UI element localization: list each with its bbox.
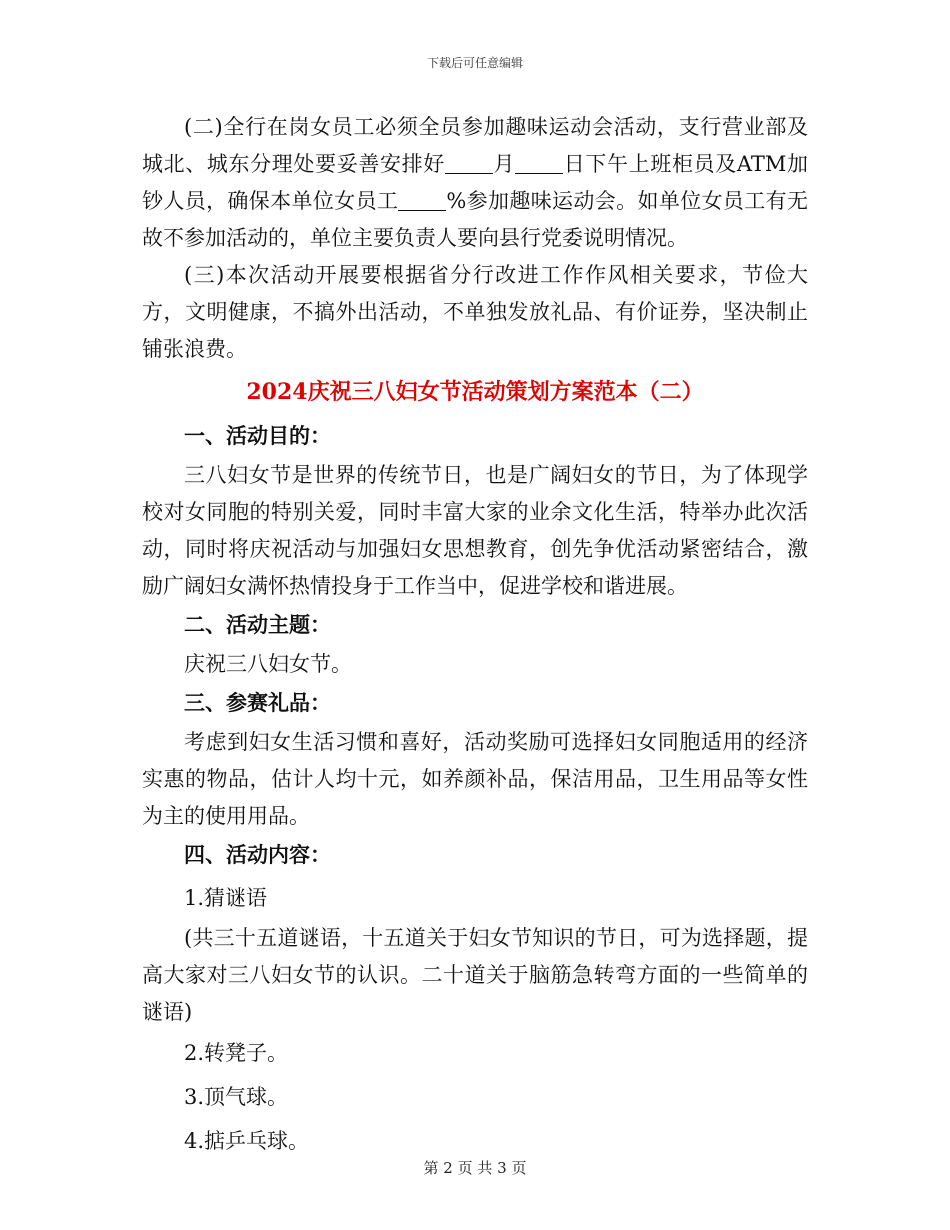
list-item-ping-pong: 4.掂乒乓球。 (184, 1129, 310, 1153)
list-item-balloon: 3.顶气球。 (184, 1085, 289, 1109)
heading-activity-content: 四、活动内容： (184, 843, 331, 867)
heading-activity-theme: 二、活动主题： (184, 613, 331, 637)
document-body (142, 109, 808, 1163)
blank-month (445, 152, 493, 174)
list-item-rotating-stools: 2.转凳子。 (184, 1041, 289, 1065)
paragraph-section-2 (142, 109, 808, 257)
paragraph-activity-purpose: 三八妇女节是世界的传统节日，也是广阔妇女的节日，为了体现学校对女同胞的特别关爱，同时丰富大家的业余文化生活，特举办此次活动，同时将庆祝活动与加强妇女思想教育，创先争优活动紧密结合，激励广阔妇女满怀热情投身于工作当中，促进学校和谐进展。 (142, 463, 808, 598)
heading-activity-purpose: 一、活动目的： (184, 424, 331, 448)
page-footer: 第 2 页 共 3 页 (423, 1159, 527, 1177)
section2-month-label: 月 (492, 152, 516, 176)
list-item-riddles: 1.猜谜语 (184, 886, 268, 910)
heading-prizes: 三、参赛礼品： (184, 691, 331, 715)
blank-day (515, 152, 563, 174)
paragraph-activity-theme: 庆祝三八妇女节。 (184, 652, 352, 676)
paragraph-section-3: (三)本次活动开展要根据省分行改进工作作风相关要求，节俭大方，文明健康，不搞外出活动，不单独发放礼品、有价证券，坚决制止铺张浪费。 (142, 263, 808, 361)
section2-text-end: %参加趣味运动会。如单位女员工有无故不参加活动的，单位主要负责人要向县行党委说明情况。 (142, 189, 809, 250)
blank-percent (398, 189, 446, 211)
paragraph-riddles-note: (共三十五道谜语，十五道关于妇女节知识的节日，可为选择题，提高大家对三八妇女节的认识。二十道关于脑筋急转弯方面的一些简单的谜语) (142, 926, 808, 1024)
paragraph-prizes: 考虑到妇女生活习惯和喜好，活动奖励可选择妇女同胞适用的经济实惠的物品，估计人均十元，如养颜补品，保洁用品，卫生用品等女性为主的使用用品。 (142, 730, 808, 828)
page-header: 下载后可任意编辑 (426, 56, 523, 70)
document-title: 2024庆祝三八妇女节活动策划方案范本（二） (246, 379, 704, 405)
section2-text-middle: 日下午上班柜员及ATM加钞人员，确保本单位女员工 (142, 152, 809, 213)
section2-text-start: (二)全行在岗女员工必须全员参加趣味运动会活动，支行营业部及城北、城东分理处要妥善安排好 (142, 115, 808, 176)
